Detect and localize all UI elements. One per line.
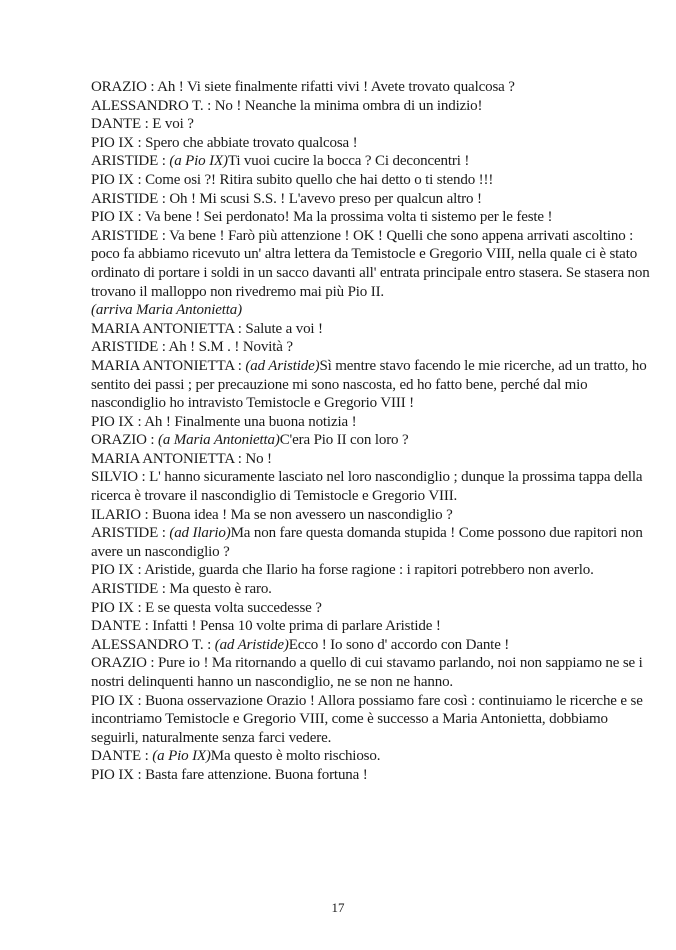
speaker: ARISTIDE : <box>91 153 166 170</box>
speaker: PIO IX : <box>91 413 142 430</box>
speaker: PIO IX : <box>91 599 142 616</box>
speaker: MARIA ANTONIETTA : <box>91 450 242 467</box>
stage-direction: (a Pio IX) <box>165 153 228 170</box>
script-line: PIO IX : Buona osservazione Orazio ! Allora possiamo fare così : continuiamo le ricerche e se incontriamo Temistocle e Gregorio VIII, come è successo a Maria Antonietta, dobbiamo seguirli, naturalmente senza farci vedere. <box>91 692 643 746</box>
script-line: MARIA ANTONIETTA : No ! <box>91 450 272 467</box>
script-line: ORAZIO : Ah ! Vi siete finalmente rifatti vivi ! Avete trovato qualcosa ? <box>91 79 515 95</box>
speaker: SILVIO : <box>91 469 146 486</box>
speaker: PIO IX : <box>91 766 142 783</box>
stage-direction: (a Maria Antonietta) <box>154 432 280 449</box>
script-line: DANTE : (a Pio IX)Ma questo è molto rischioso. <box>91 748 381 765</box>
script-line: ARISTIDE : Ma questo è raro. <box>91 581 272 598</box>
stage-direction: (arriva Maria Antonietta) <box>91 302 242 319</box>
script-line: DANTE : Infatti ! Pensa 10 volte prima di parlare Aristide ! <box>91 618 441 635</box>
script-line: PIO IX : Basta fare attenzione. Buona fortuna ! <box>91 766 368 783</box>
speaker: ARISTIDE : <box>91 227 166 244</box>
script-line: ALESSANDRO T. : (ad Aristide)Ecco ! Io sono d' accordo con Dante ! <box>91 636 510 653</box>
speaker: ORAZIO : <box>91 432 155 449</box>
script-line: ARISTIDE : Oh ! Mi scusi S.S. ! L'avevo preso per qualcun altro ! <box>91 190 482 207</box>
script-line: ALESSANDRO T. : No ! Neanche la minima ombra di un indizio! <box>91 97 483 114</box>
stage-direction: (ad Aristide) <box>241 357 320 374</box>
speaker: ILARIO : <box>91 506 149 523</box>
stage-direction: (a Pio IX) <box>148 748 211 765</box>
speaker: ORAZIO : <box>91 655 155 672</box>
script-text <box>91 78 651 785</box>
speaker: PIO IX : <box>91 209 142 226</box>
script-line: DANTE : E voi ? <box>91 116 194 133</box>
speaker: PIO IX : <box>91 692 142 709</box>
script-line: MARIA ANTONIETTA : (ad Aristide)Sì mentre stavo facendo le mie ricerche, ad un tratto, ho sentito dei passi ; per precauzione mi sono nascosta, ed ho fatto bene, perché dal mio nascondiglio ho intravisto Temistocle e Gregorio VIII ! <box>91 357 647 412</box>
script-line: SILVIO : L' hanno sicuramente lasciato nel loro nascondiglio ; dunque la prossima tappa della ricerca è trovare il nascondiglio di Temistocle e Gregorio VIII. <box>91 469 643 505</box>
script-line: PIO IX : Spero che abbiate trovato qualcosa ! <box>91 134 358 151</box>
speaker: ORAZIO : <box>91 79 155 95</box>
speaker: PIO IX : <box>91 171 142 188</box>
script-line: PIO IX : Va bene ! Sei perdonato! Ma la prossima volta ti sistemo per le feste ! <box>91 209 553 226</box>
script-line: PIO IX : Aristide, guarda che Ilario ha forse ragione : i rapitori potrebbero non averlo. <box>91 562 594 579</box>
script-line: ORAZIO : (a Maria Antonietta)C'era Pio II con loro ? <box>91 432 409 449</box>
speaker: DANTE : <box>91 116 149 133</box>
speaker: DANTE : <box>91 618 149 635</box>
stage-direction: (ad Ilario) <box>165 525 231 542</box>
speaker: ARISTIDE : <box>91 525 166 542</box>
speaker: ARISTIDE : <box>91 339 166 356</box>
script-line: MARIA ANTONIETTA : Salute a voi ! <box>91 320 323 337</box>
speaker: ARISTIDE : <box>91 581 166 598</box>
speaker: ALESSANDRO T. : <box>91 636 212 653</box>
script-line: ARISTIDE : Va bene ! Farò più attenzione ! OK ! Quelli che sono appena arrivati ascoltino : poco fa abbiamo ricevuto un' altra lettera da Temistocle e Gregorio VIII, nella quale ci è stato ordinato di portare i soldi in un sacco davanti all' entrata principale entro stasera. Se stasera non trovano il malloppo non rivedremo mai più Pio II. <box>91 227 650 300</box>
page-number: 17 <box>331 900 345 915</box>
script-line: PIO IX : E se questa volta succedesse ? <box>91 599 322 616</box>
script-line: ARISTIDE : (ad Ilario)Ma non fare questa domanda stupida ! Come possono due rapitori non avere un nascondiglio ? <box>91 525 643 560</box>
script-line: PIO IX : Ah ! Finalmente una buona notizia ! <box>91 413 357 430</box>
script-line: PIO IX : Come osi ?! Ritira subito quello che hai detto o ti stendo !!! <box>91 171 494 188</box>
script-line: ORAZIO : Pure io ! Ma ritornando a quello di cui stavamo parlando, noi non sappiamo ne se i nostri delinquenti hanno un nascondiglio, ne se non ne hanno. <box>91 655 643 690</box>
speaker: DANTE : <box>91 748 149 765</box>
stage-direction: (ad Aristide) <box>211 636 289 653</box>
speaker: PIO IX : <box>91 562 142 579</box>
speaker: MARIA ANTONIETTA : <box>91 320 242 337</box>
script-line: ARISTIDE : (a Pio IX)Ti vuoi cucire la bocca ? Ci deconcentri ! <box>91 153 470 170</box>
script-line: ILARIO : Buona idea ! Ma se non avessero un nascondiglio ? <box>91 506 453 523</box>
speaker: ARISTIDE : <box>91 190 166 207</box>
speaker: ALESSANDRO T. : <box>91 97 212 114</box>
speaker: PIO IX : <box>91 134 142 151</box>
speaker: MARIA ANTONIETTA : <box>91 357 242 374</box>
script-line: ARISTIDE : Ah ! S.M . ! Novità ? <box>91 339 293 356</box>
